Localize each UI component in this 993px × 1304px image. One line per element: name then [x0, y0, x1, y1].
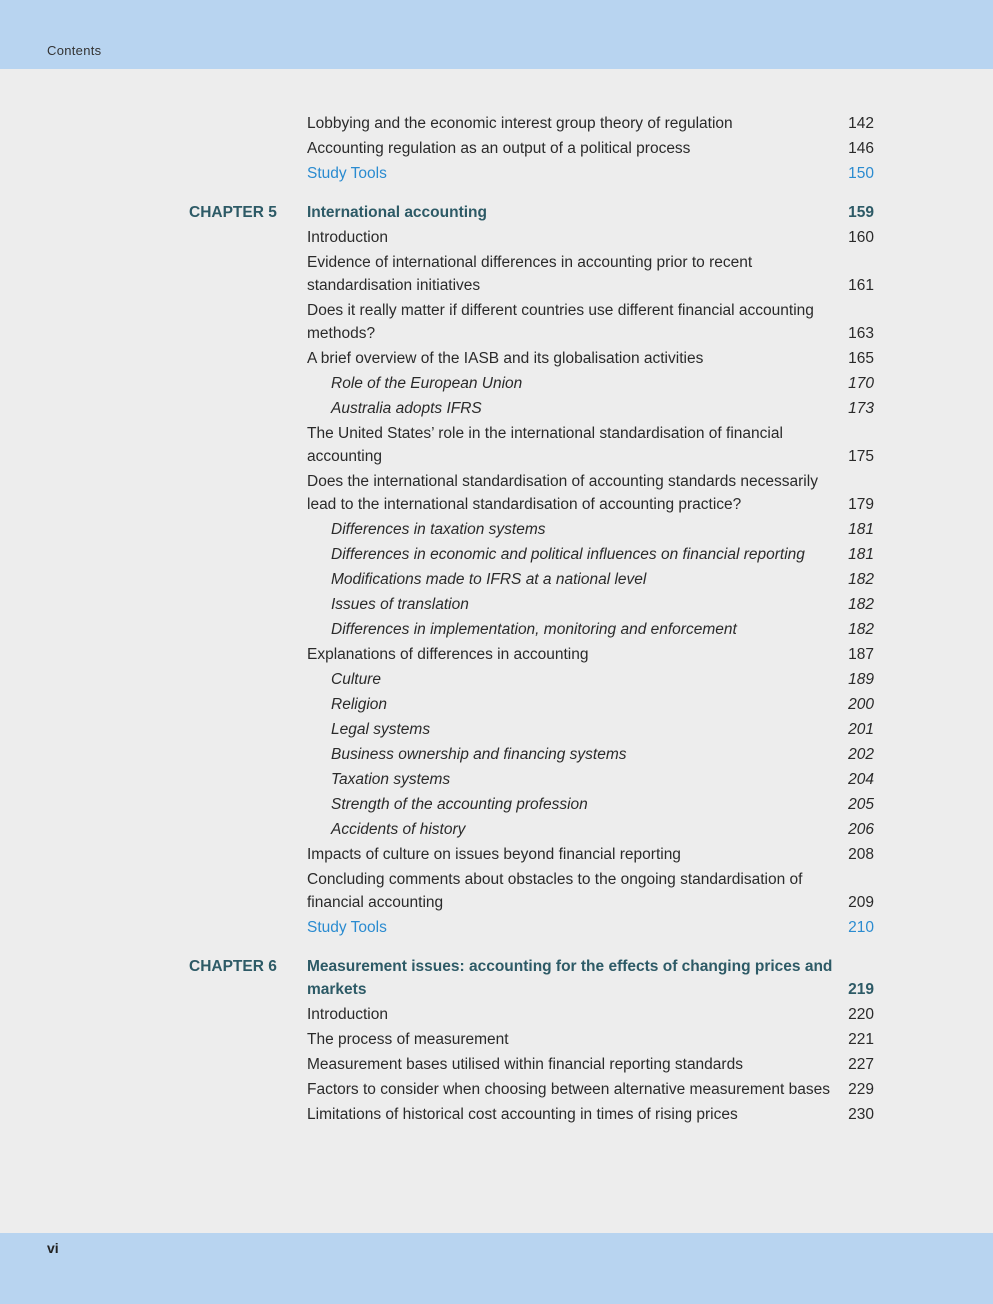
- toc-entry[interactable]: [0, 642, 993, 667]
- toc-subentry-title: Legal systems: [331, 721, 431, 738]
- toc-entry[interactable]: [0, 250, 993, 298]
- toc-subentry-page: 200: [848, 696, 874, 713]
- toc-entry[interactable]: [0, 842, 993, 867]
- toc-entry-page: 163: [848, 325, 874, 342]
- toc-subentry[interactable]: [0, 617, 993, 642]
- toc-entry-page: 187: [848, 646, 874, 663]
- toc-subentry-page: 182: [848, 621, 874, 638]
- toc-subentry-title: Role of the European Union: [331, 375, 523, 392]
- toc-subentry-title: Differences in economic and political influences on financial reporting: [331, 546, 805, 563]
- toc-entry-title: Limitations of historical cost accounting in times of rising prices: [307, 1106, 738, 1123]
- toc-subentry-page: 181: [848, 546, 874, 563]
- toc-subentry-page: 189: [848, 671, 874, 688]
- toc-subentry[interactable]: [0, 692, 993, 717]
- toc-entry-page: 160: [848, 229, 874, 246]
- toc-entry-page: 179: [848, 496, 874, 513]
- toc-entry-page: 220: [848, 1006, 874, 1023]
- chapter-label: CHAPTER 6: [189, 958, 277, 975]
- toc-subentry-title: Religion: [331, 696, 388, 713]
- toc-entry-page: 221: [848, 1031, 874, 1048]
- toc-subentry-title: Strength of the accounting profession: [331, 796, 588, 813]
- toc-entry-page: 208: [848, 846, 874, 863]
- toc-entry-title: Does it really matter if different countries use different financial accounting methods?: [307, 302, 814, 342]
- toc-entry[interactable]: [0, 421, 993, 469]
- chapter-5-heading[interactable]: [0, 200, 993, 225]
- toc-entry-title: The United States’ role in the international standardisation of financial accounting: [307, 425, 783, 465]
- toc-subentry-title: Australia adopts IFRS: [331, 400, 482, 417]
- toc-entry-study-tools[interactable]: [0, 161, 993, 186]
- toc-entry[interactable]: [0, 136, 993, 161]
- toc-entry[interactable]: [0, 1102, 993, 1127]
- toc-entry-title: Evidence of international differences in accounting prior to recent standardisation initiatives: [307, 254, 753, 294]
- toc-subentry-page: 206: [848, 821, 874, 838]
- toc-entry-title: Introduction: [307, 1006, 388, 1023]
- toc-subentry[interactable]: [0, 371, 993, 396]
- toc-entry-page: 209: [848, 894, 874, 911]
- chapter-page: 159: [848, 204, 874, 221]
- toc-entry-title: Study Tools: [307, 165, 387, 182]
- toc-subentry-page: 201: [848, 721, 874, 738]
- toc-subentry[interactable]: [0, 667, 993, 692]
- header-band: [0, 0, 993, 69]
- toc-subentry-title: Business ownership and financing systems: [331, 746, 627, 763]
- toc-entry[interactable]: [0, 298, 993, 346]
- toc-entry-page: 150: [848, 165, 874, 182]
- toc-entry-title: The process of measurement: [307, 1031, 509, 1048]
- toc-entry-title: A brief overview of the IASB and its globalisation activities: [307, 350, 704, 367]
- table-of-contents: [0, 111, 993, 1127]
- toc-entry[interactable]: [0, 1002, 993, 1027]
- toc-entry-page: 142: [848, 115, 874, 132]
- toc-subentry-title: Modifications made to IFRS at a national level: [331, 571, 647, 588]
- toc-subentry-page: 182: [848, 571, 874, 588]
- toc-entry-page: 161: [848, 277, 874, 294]
- toc-subentry-page: 182: [848, 596, 874, 613]
- toc-subentry-page: 205: [848, 796, 874, 813]
- toc-entry-title: Does the international standardisation of accounting standards necessarily lead to the international standardisation of accounting practice?: [307, 473, 818, 513]
- toc-entry-title: Introduction: [307, 229, 388, 246]
- toc-entry[interactable]: [0, 1077, 993, 1102]
- chapter-page: 219: [848, 981, 874, 998]
- toc-entry-title: Explanations of differences in accounting: [307, 646, 589, 663]
- toc-entry-page: 165: [848, 350, 874, 367]
- toc-subentry-title: Accidents of history: [331, 821, 466, 838]
- toc-entry-title: Study Tools: [307, 919, 387, 936]
- toc-entry-title: Accounting regulation as an output of a political process: [307, 140, 691, 157]
- toc-subentry[interactable]: [0, 742, 993, 767]
- footer-band: [0, 1233, 993, 1304]
- toc-subentry[interactable]: [0, 817, 993, 842]
- running-head: Contents: [47, 43, 102, 58]
- toc-subentry[interactable]: [0, 717, 993, 742]
- toc-entry[interactable]: [0, 225, 993, 250]
- toc-entry-page: 175: [848, 448, 874, 465]
- chapter-title: International accounting: [307, 204, 487, 221]
- toc-entry-study-tools[interactable]: [0, 915, 993, 940]
- toc-entry-page: 230: [848, 1106, 874, 1123]
- toc-entry-title: Impacts of culture on issues beyond financial reporting: [307, 846, 681, 863]
- toc-entry[interactable]: [0, 111, 993, 136]
- chapter-label: CHAPTER 5: [189, 204, 277, 221]
- toc-entry[interactable]: [0, 469, 993, 517]
- toc-subentry-title: Differences in implementation, monitoring and enforcement: [331, 621, 737, 638]
- toc-entry-title: Factors to consider when choosing between alternative measurement bases: [307, 1081, 830, 1098]
- toc-subentry[interactable]: [0, 592, 993, 617]
- toc-subentry-page: 181: [848, 521, 874, 538]
- toc-subentry[interactable]: [0, 542, 993, 567]
- toc-subentry[interactable]: [0, 517, 993, 542]
- toc-entry[interactable]: [0, 867, 993, 915]
- toc-subentry-title: Differences in taxation systems: [331, 521, 546, 538]
- toc-entry[interactable]: [0, 1052, 993, 1077]
- toc-entry-title: Lobbying and the economic interest group theory of regulation: [307, 115, 733, 132]
- toc-entry-title: Concluding comments about obstacles to the ongoing standardisation of financial accounting: [307, 871, 803, 911]
- toc-entry[interactable]: [0, 346, 993, 371]
- toc-subentry-page: 170: [848, 375, 874, 392]
- chapter-title: Measurement issues: accounting for the effects of changing prices and markets: [307, 958, 833, 998]
- toc-entry-page: 146: [848, 140, 874, 157]
- toc-subentry-title: Taxation systems: [331, 771, 451, 788]
- toc-subentry[interactable]: [0, 767, 993, 792]
- chapter-6-heading[interactable]: [0, 954, 993, 1002]
- toc-subentry[interactable]: [0, 567, 993, 592]
- toc-entry-page: 210: [848, 919, 874, 936]
- toc-subentry-page: 204: [848, 771, 874, 788]
- toc-subentry-title: Issues of translation: [331, 596, 469, 613]
- toc-subentry-title: Culture: [331, 671, 381, 688]
- toc-entry-page: 229: [848, 1081, 874, 1098]
- toc-entry[interactable]: [0, 1027, 993, 1052]
- toc-entry-title: Measurement bases utilised within financial reporting standards: [307, 1056, 743, 1073]
- toc-entry-page: 227: [848, 1056, 874, 1073]
- toc-subentry[interactable]: [0, 396, 993, 421]
- page-number: vi: [47, 1240, 59, 1256]
- toc-subentry-page: 173: [848, 400, 874, 417]
- toc-subentry[interactable]: [0, 792, 993, 817]
- toc-subentry-page: 202: [848, 746, 874, 763]
